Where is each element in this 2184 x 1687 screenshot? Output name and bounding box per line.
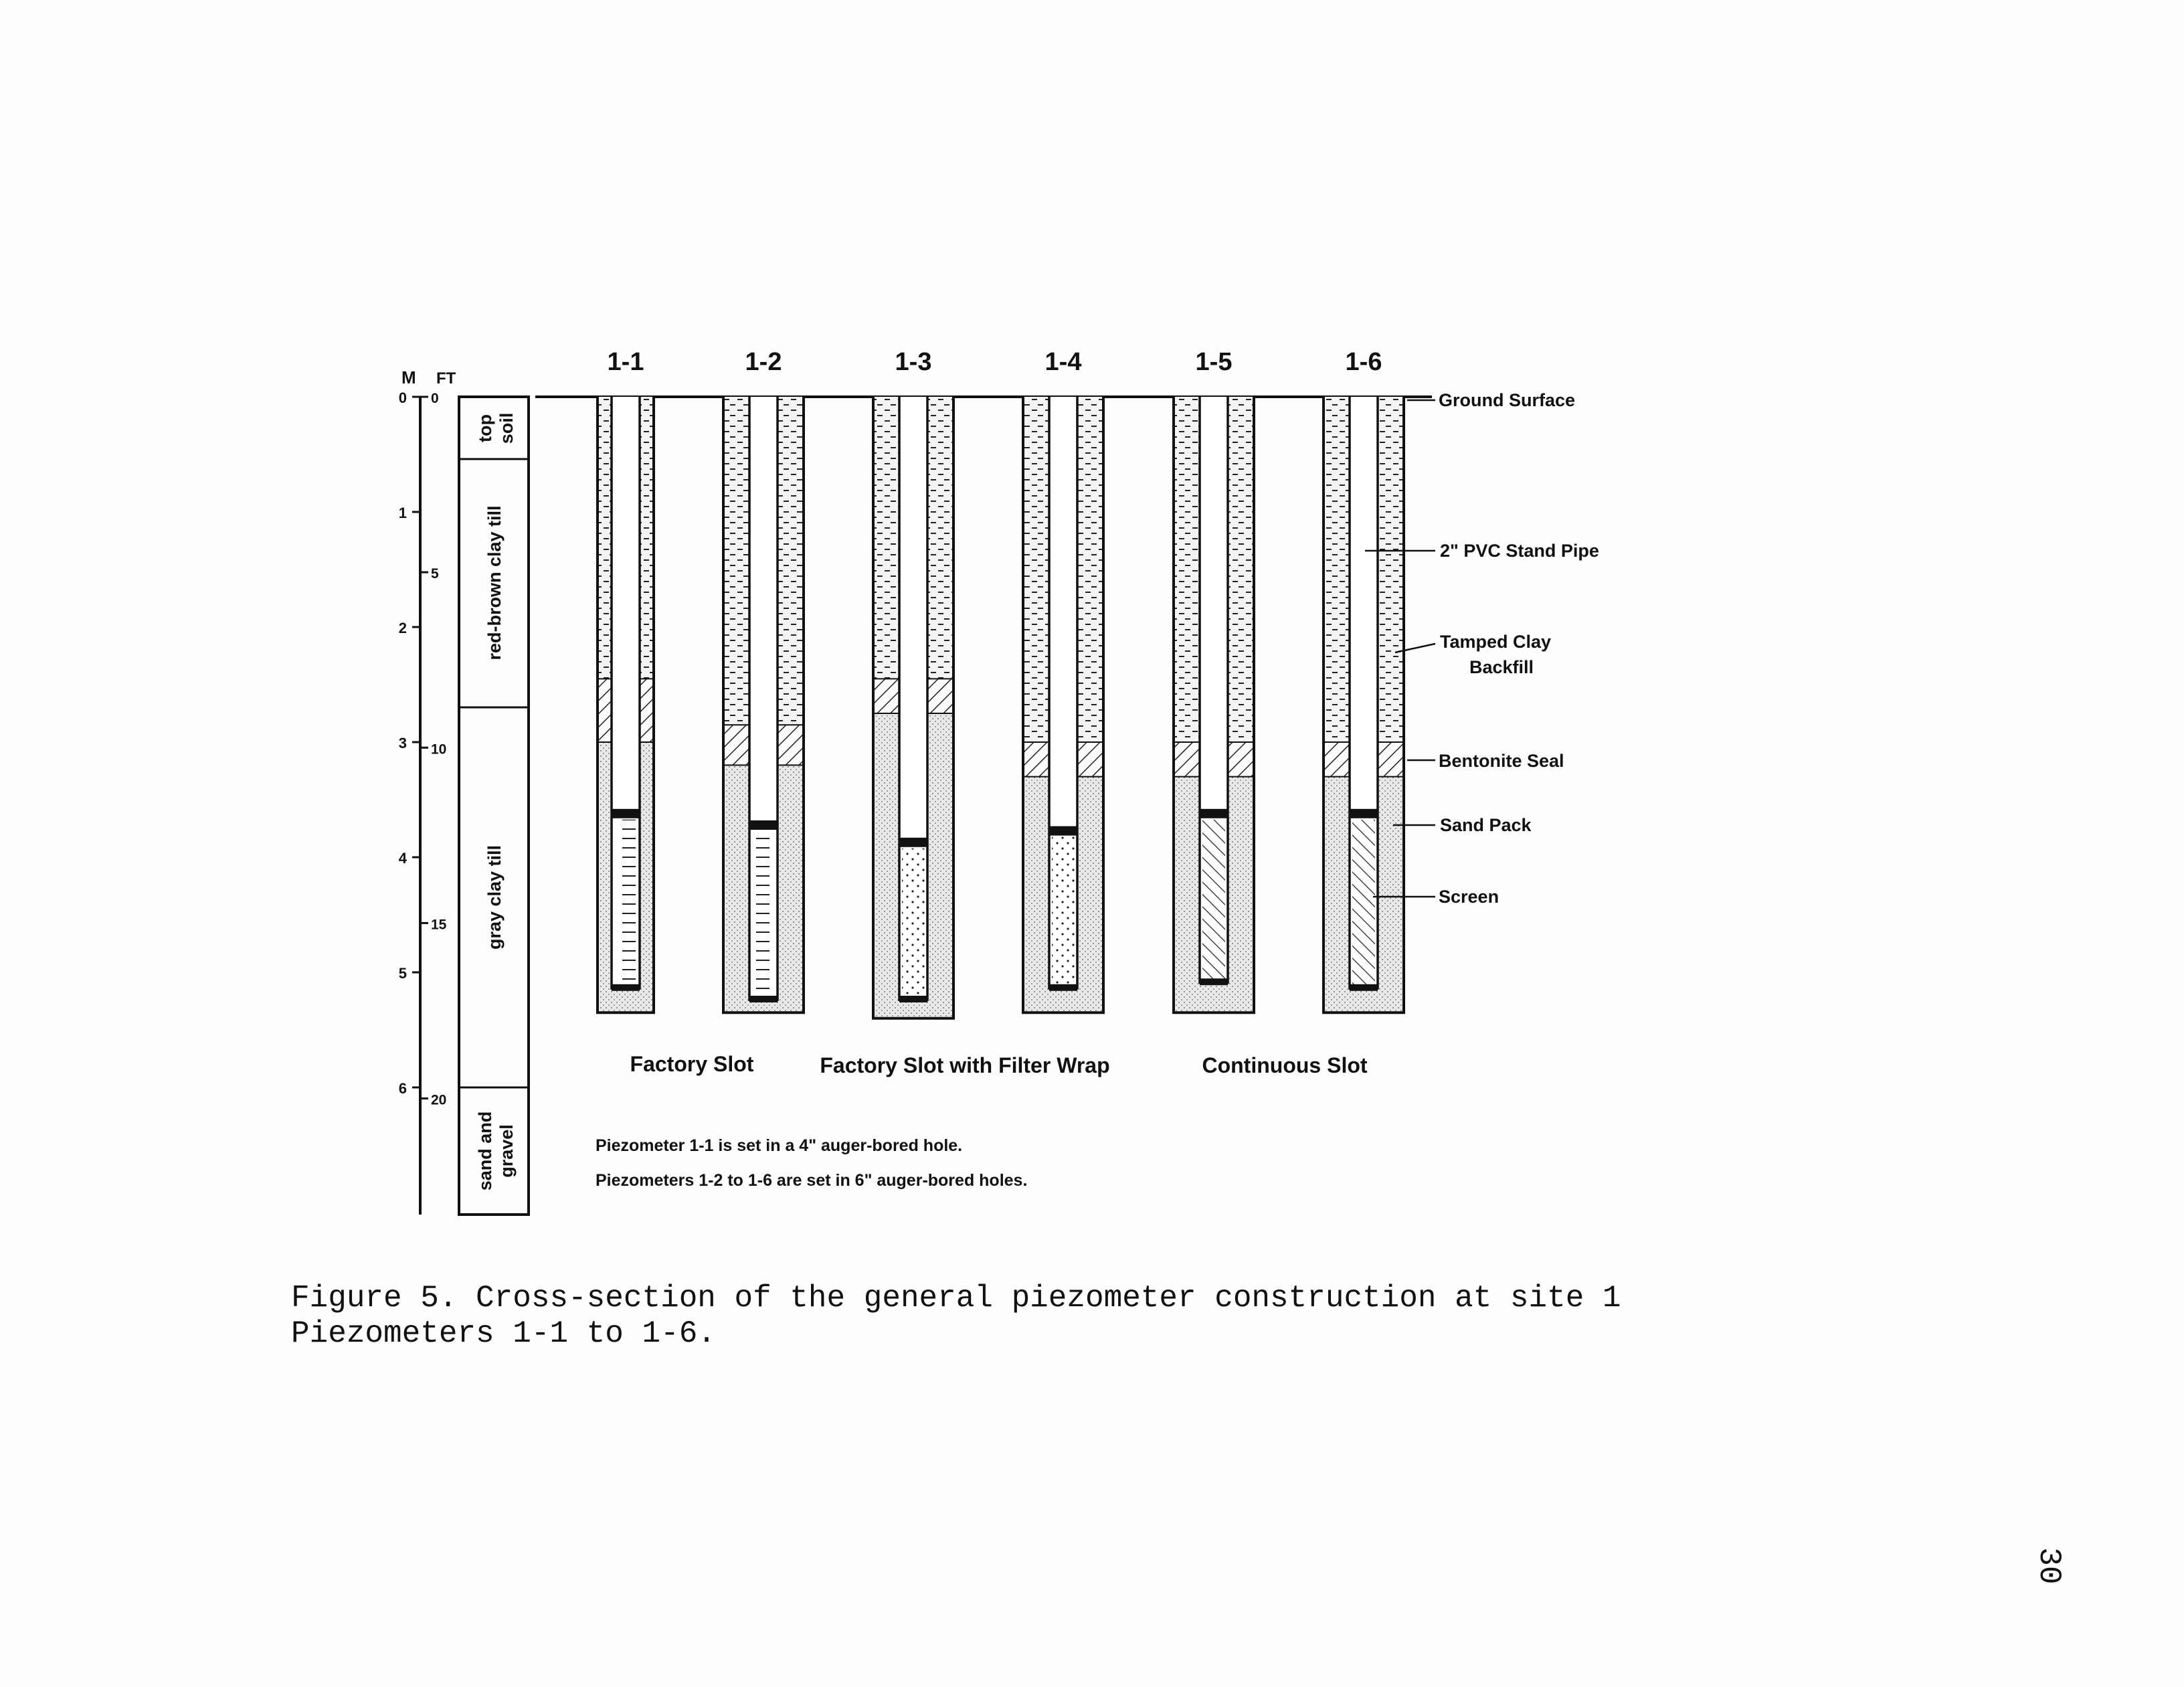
group-label-factory-slot: Factory Slot (630, 1052, 754, 1076)
piezometer-label: 1-6 (1345, 348, 1382, 376)
pipe-coupling (899, 838, 927, 847)
metric-tick-label: 4 (398, 850, 407, 867)
clay-backfill (1174, 397, 1200, 742)
stand-pipe (1049, 397, 1077, 834)
note-piezometers-1-2-to-1-6: Piezometers 1-2 to 1-6 are set in 6" auger-bored holes. (596, 1171, 1028, 1190)
pipe-coupling (612, 809, 640, 818)
clay-backfill (1228, 397, 1254, 742)
screen (614, 820, 637, 987)
pipe-coupling (1049, 826, 1077, 836)
stand-pipe (1200, 397, 1228, 817)
callout-clay-backfill-1: Tamped Clay (1440, 632, 1552, 652)
piezometer-label: 1-1 (607, 348, 644, 376)
page-number: 30 (2031, 1547, 2066, 1585)
imperial-tick-label: 10 (431, 741, 447, 758)
imperial-tick-label: 20 (431, 1092, 447, 1108)
soil-layer-gray-clay-till: gray clay till (484, 845, 505, 950)
piezometer-label: 1-2 (745, 348, 782, 376)
stand-pipe (612, 397, 640, 817)
piezometer-1-6 (1324, 348, 1404, 1012)
clay-backfill (1378, 397, 1404, 742)
sand-pack (598, 742, 612, 1012)
screen (1202, 820, 1225, 981)
bentonite-seal (1174, 742, 1200, 777)
piezometer-label: 1-4 (1044, 348, 1082, 376)
clay-backfill (1324, 397, 1350, 742)
soil-column (459, 397, 529, 1215)
screen (1052, 837, 1075, 987)
callout-stand-pipe: 2" PVC Stand Pipe (1440, 541, 1599, 561)
piezometer-1-3 (873, 348, 953, 1018)
sand-pack (1350, 990, 1378, 1012)
imperial-tick-label: 5 (431, 566, 439, 582)
soil-layer-top-soil: topsoil (475, 412, 517, 444)
imperial-tick-label: 0 (431, 391, 439, 406)
stand-pipe (749, 397, 778, 828)
metric-tick-label: 5 (398, 965, 407, 982)
metric-tick-label: 1 (398, 505, 407, 521)
sand-pack (612, 990, 640, 1012)
piezometer-1-5 (1174, 348, 1254, 1012)
clay-backfill (640, 397, 654, 679)
callout-ground-surface: Ground Surface (1439, 390, 1576, 410)
piezometer-1-2 (723, 348, 804, 1012)
pipe-end-cap (612, 984, 640, 991)
screen (1352, 820, 1375, 987)
metric-tick-label: 3 (398, 735, 407, 751)
metric-tick-label: 2 (398, 620, 407, 636)
sand-pack (927, 713, 953, 1018)
piezometer-1-4 (1023, 348, 1103, 1012)
bentonite-seal (1023, 742, 1049, 777)
piezometer-columns (598, 348, 1404, 1018)
sand-pack (778, 765, 804, 1012)
pipe-coupling (749, 820, 778, 830)
sand-pack (899, 1001, 927, 1018)
bentonite-seal (1378, 742, 1404, 777)
clay-backfill (873, 397, 899, 679)
clay-backfill (778, 397, 804, 725)
imperial-unit-label: FT (436, 369, 456, 387)
figure-caption-line-1: Figure 5. Cross-section of the general piezometer construction at site 1 (291, 1281, 1621, 1316)
sand-pack (749, 1001, 778, 1012)
sand-pack (1049, 990, 1077, 1012)
bentonite-seal (927, 679, 953, 713)
metric-unit-label: M (401, 367, 416, 387)
group-label-filter-wrap: Factory Slot with Filter Wrap (820, 1053, 1110, 1077)
note-piezometer-1-1: Piezometer 1-1 is set in a 4" auger-bored hole. (596, 1136, 963, 1155)
sand-pack (1378, 777, 1404, 1013)
pipe-coupling (1200, 809, 1228, 818)
callout-bentonite-seal: Bentonite Seal (1439, 751, 1564, 771)
figure-caption-line-2: Piezometers 1-1 to 1-6. (291, 1316, 716, 1351)
stand-pipe (899, 397, 927, 846)
piezometer-label: 1-5 (1195, 348, 1233, 376)
pipe-end-cap (749, 996, 778, 1002)
clay-backfill (723, 397, 749, 725)
clay-backfill (1077, 397, 1103, 742)
bentonite-seal (640, 679, 654, 742)
sand-pack (1174, 777, 1200, 1013)
bentonite-seal (873, 679, 899, 713)
bentonite-seal (1228, 742, 1254, 777)
screen (752, 831, 775, 998)
metric-tick-label: 0 (398, 389, 407, 406)
clay-backfill (598, 397, 612, 679)
group-label-continuous-slot: Continuous Slot (1202, 1053, 1368, 1077)
sand-pack (1077, 777, 1103, 1013)
callout-screen: Screen (1439, 887, 1499, 907)
soil-layer-sand-and-gravel: sand andgravel (475, 1111, 517, 1191)
sand-pack (1324, 777, 1350, 1013)
screen (902, 849, 925, 998)
soil-layer-red-brown-clay-till: red-brown clay till (484, 505, 505, 660)
bentonite-seal (1324, 742, 1350, 777)
imperial-tick-label: 15 (431, 917, 447, 933)
pipe-end-cap (1049, 984, 1077, 991)
sand-pack (873, 713, 899, 1018)
pipe-end-cap (1200, 978, 1228, 985)
stand-pipe (1350, 397, 1378, 817)
callout-clay-backfill-2: Backfill (1469, 657, 1534, 677)
piezometer-1-1 (598, 348, 654, 1012)
sand-pack (723, 765, 749, 1012)
depth-scale (399, 367, 456, 1215)
bentonite-seal (598, 679, 612, 742)
pipe-end-cap (899, 996, 927, 1002)
sand-pack (1228, 777, 1254, 1013)
callout-sand-pack: Sand Pack (1440, 815, 1532, 835)
bentonite-seal (1077, 742, 1103, 777)
clay-backfill (927, 397, 953, 679)
piezometer-label: 1-3 (895, 348, 932, 376)
bentonite-seal (778, 725, 804, 765)
sand-pack (640, 742, 654, 1012)
bentonite-seal (723, 725, 749, 765)
pipe-coupling (1350, 809, 1378, 818)
pipe-end-cap (1350, 984, 1378, 991)
metric-tick-label: 6 (398, 1080, 407, 1097)
sand-pack (1023, 777, 1049, 1013)
sand-pack (1200, 984, 1228, 1012)
clay-backfill (1023, 397, 1049, 742)
